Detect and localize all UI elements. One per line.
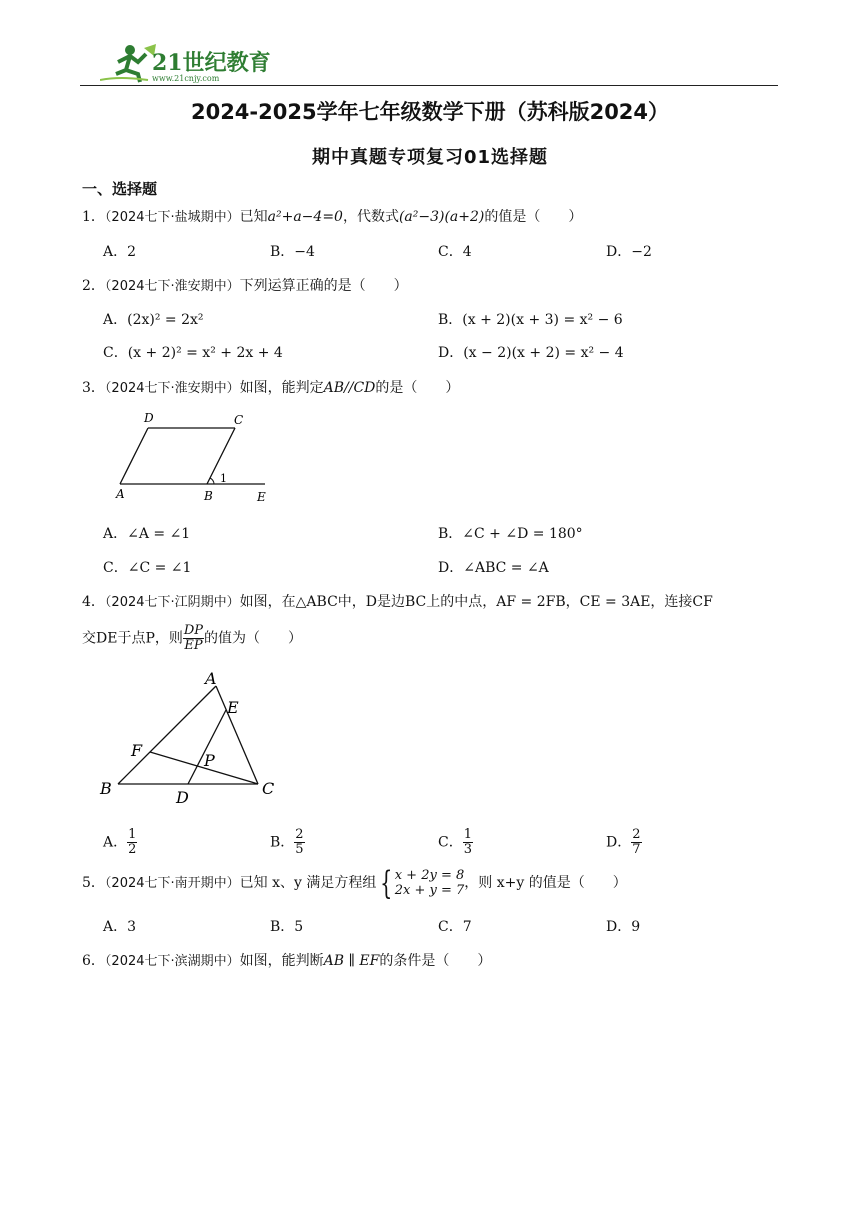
question-text: 的条件是（ ）	[379, 953, 492, 969]
label-angle-1: 1	[220, 472, 227, 485]
question-source: （2024七下·南开期中）	[104, 876, 240, 891]
label-b: B	[204, 489, 213, 503]
question-number: 1．	[82, 209, 105, 225]
question-2	[82, 275, 408, 295]
question-text: 的值是（ ）	[484, 209, 583, 225]
label-c: C	[262, 779, 275, 798]
question-text: ，代数式	[342, 209, 399, 225]
math-expression: AB ∥ EF	[323, 953, 380, 969]
label-f: F	[131, 741, 143, 760]
question-text: 如图，能判断	[239, 953, 324, 969]
option-d: D．∠ABC = ∠A	[438, 560, 549, 576]
label-p: P	[204, 751, 215, 770]
triangle-figure	[98, 666, 288, 806]
question-4	[82, 591, 713, 611]
label-d: D	[144, 411, 154, 425]
option-a: A．3	[103, 919, 137, 935]
question-source: （2024七下·淮安期中）	[104, 381, 240, 396]
label-a: A	[205, 669, 217, 688]
option-a: A．∠A = ∠1	[103, 526, 191, 542]
question-text: ，则 x+y 的值是（ ）	[464, 875, 627, 891]
math-expression: AB//CD	[323, 380, 376, 396]
option-b: B．5	[270, 919, 304, 935]
question-text: 的是（ ）	[375, 380, 460, 396]
question-number: 2．	[82, 278, 105, 294]
fraction-denominator: 7	[632, 842, 641, 857]
question-source: （2024七下·滨湖期中）	[104, 954, 240, 969]
label-a: A	[116, 487, 125, 501]
option-c: C．7	[438, 919, 472, 935]
question-source: （2024七下·江阴期中）	[104, 595, 240, 610]
option-d: D．(x − 2)(x + 2) = x² − 4	[438, 345, 624, 361]
question-text: 已知	[239, 209, 268, 225]
question-text: 已知 x、y 满足方程组	[239, 875, 377, 891]
equation-system	[395, 868, 465, 898]
logo-text: 21世纪教育	[152, 50, 270, 76]
question-source: （2024七下·盐城期中）	[104, 210, 240, 225]
option-b	[270, 828, 305, 857]
label-d: D	[176, 788, 189, 806]
option-b: B．(x + 2)(x + 3) = x² − 6	[438, 312, 623, 328]
option-c: C．4	[438, 244, 472, 260]
option-a	[103, 828, 137, 857]
doc-title: 2024-2025学年七年级数学下册（苏科版2024）	[190, 100, 670, 124]
brace-icon: {	[380, 864, 393, 902]
question-3	[82, 377, 459, 397]
fraction-numerator: 2	[632, 827, 641, 842]
fraction-denominator: 5	[295, 842, 304, 857]
option-fraction	[127, 828, 137, 857]
question-source: （2024七下·淮安期中）	[104, 279, 240, 294]
question-text: 下列运算正确的是（ ）	[239, 278, 408, 294]
option-label: A．	[103, 834, 128, 851]
question-5	[82, 864, 627, 902]
option-c: C．(x + 2)² = x² + 2x + 4	[103, 345, 283, 361]
equation-line: x + 2y = 8	[394, 868, 465, 883]
option-b: B．−4	[270, 244, 315, 260]
label-b: B	[100, 779, 112, 798]
logo	[100, 40, 270, 84]
option-label: B．	[270, 834, 295, 851]
fraction-denominator: EP	[184, 638, 203, 653]
question-text: 交DE于点P，则	[82, 630, 183, 647]
option-fraction	[463, 828, 473, 857]
math-expression: (a²−3)(a+2)	[398, 209, 485, 225]
question-number: 3．	[82, 380, 105, 396]
fraction-numerator: 1	[463, 827, 472, 842]
section-heading: 一、选择题	[82, 180, 158, 198]
fraction-denominator: 2	[128, 842, 137, 857]
fraction-numerator: DP	[183, 623, 204, 638]
label-c: C	[234, 413, 244, 427]
option-fraction	[294, 828, 304, 857]
option-a: A．(2x)² = 2x²	[103, 312, 204, 328]
fraction-denominator: 3	[463, 842, 472, 857]
option-d	[606, 828, 642, 857]
label-e: E	[257, 490, 266, 504]
option-label: D．	[606, 834, 632, 851]
question-6	[82, 950, 491, 970]
question-4-line2	[82, 624, 302, 653]
header-rule	[80, 85, 778, 86]
option-c: C．∠C = ∠1	[103, 560, 192, 576]
fraction-numerator: 2	[295, 827, 304, 842]
equation-line: 2x + y = 7	[394, 883, 465, 898]
question-number: 6．	[82, 953, 105, 969]
parallelogram-figure	[110, 408, 280, 508]
question-text: 如图，在△ABC中，D是边BC上的中点，AF = 2FB，CE = 3AE，连接CF	[239, 594, 713, 610]
option-a: A．2	[103, 244, 137, 260]
option-d: D．9	[606, 919, 641, 935]
label-e: E	[227, 698, 239, 717]
doc-subtitle: 期中真题专项复习01选择题	[311, 147, 549, 168]
question-text: 如图，能判定	[239, 380, 324, 396]
question-number: 4．	[82, 594, 105, 610]
math-equation: a²+a−4=0	[267, 209, 343, 225]
option-c	[438, 828, 473, 857]
option-d: D．−2	[606, 244, 652, 260]
option-fraction	[631, 828, 641, 857]
question-1	[82, 206, 582, 226]
question-text: 的值为（ ）	[204, 630, 303, 647]
fraction-dp-ep	[183, 624, 204, 653]
fraction-numerator: 1	[128, 827, 137, 842]
option-b: B．∠C + ∠D = 180°	[438, 526, 583, 542]
logo-url: www.21cnjy.com	[152, 74, 220, 83]
option-label: C．	[438, 834, 463, 851]
question-number: 5．	[82, 875, 105, 891]
runner-logo-icon	[100, 40, 270, 84]
